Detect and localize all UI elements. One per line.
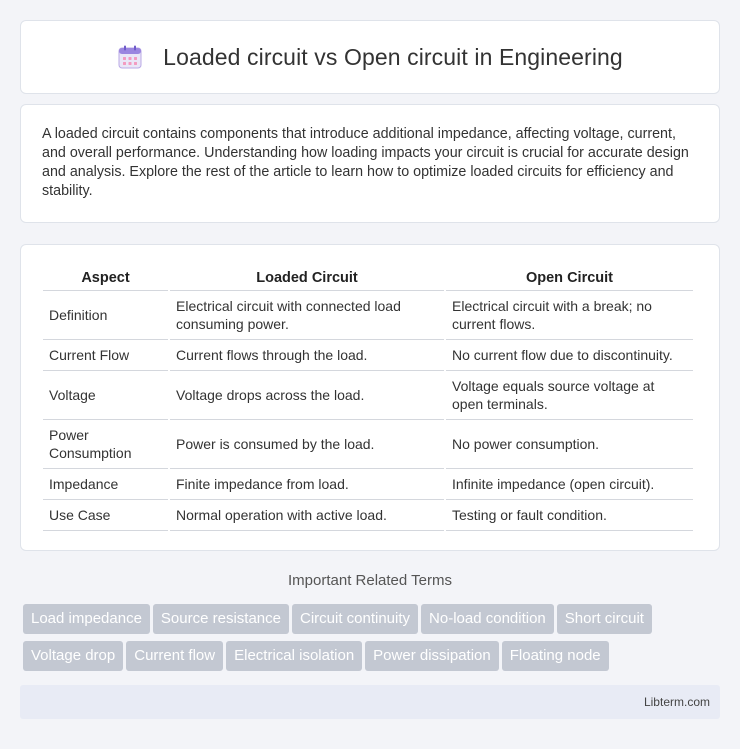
intro-card bbox=[20, 104, 720, 223]
term-tag[interactable]: Power dissipation bbox=[365, 641, 499, 671]
row-aspect: Use Case bbox=[43, 500, 168, 531]
page-title: Loaded circuit vs Open circuit in Engineering bbox=[163, 43, 623, 70]
header-loaded-circuit: Loaded Circuit bbox=[170, 265, 444, 291]
table-header-row bbox=[43, 265, 693, 291]
row-loaded: Electrical circuit with connected load consuming power. bbox=[170, 291, 444, 340]
term-tag[interactable]: Electrical isolation bbox=[226, 641, 362, 671]
header-aspect: Aspect bbox=[43, 265, 168, 291]
row-open: Voltage equals source voltage at open terminals. bbox=[446, 371, 693, 420]
table-row bbox=[43, 420, 693, 469]
table-row bbox=[43, 340, 693, 371]
table-row bbox=[43, 371, 693, 420]
row-aspect: Power Consumption bbox=[43, 420, 168, 469]
header-open-circuit: Open Circuit bbox=[446, 265, 693, 291]
row-loaded: Voltage drops across the load. bbox=[170, 371, 444, 420]
row-loaded: Power is consumed by the load. bbox=[170, 420, 444, 469]
related-terms-list bbox=[23, 604, 723, 678]
row-open: Infinite impedance (open circuit). bbox=[446, 469, 693, 500]
row-loaded: Normal operation with active load. bbox=[170, 500, 444, 531]
term-tag[interactable]: Current flow bbox=[126, 641, 223, 671]
term-tag[interactable]: Source resistance bbox=[153, 604, 289, 634]
table-row bbox=[43, 291, 693, 340]
term-tag[interactable]: Load impedance bbox=[23, 604, 150, 634]
footer-brand-link[interactable]: Libterm.com bbox=[643, 695, 710, 709]
title-card bbox=[20, 20, 720, 94]
table-row bbox=[43, 469, 693, 500]
term-tag[interactable]: Circuit continuity bbox=[292, 604, 418, 634]
row-aspect: Impedance bbox=[43, 469, 168, 500]
related-terms-heading: Important Related Terms bbox=[288, 572, 452, 589]
intro-paragraph: A loaded circuit contains components that introduce additional impedance, affecting voltage, current, and overall performance. Understanding how loading impacts your circuit is crucial for accurate design and analysis. Explore the rest of the article to learn how to optimize loaded circuits for efficiency and stability. bbox=[42, 126, 689, 199]
term-tag[interactable]: Floating node bbox=[502, 641, 609, 671]
row-loaded: Current flows through the load. bbox=[170, 340, 444, 371]
row-aspect: Voltage bbox=[43, 371, 168, 420]
row-open: No power consumption. bbox=[446, 420, 693, 469]
footer bbox=[20, 685, 720, 719]
calendar-icon bbox=[117, 44, 143, 70]
row-aspect: Definition bbox=[43, 291, 168, 340]
row-open: Electrical circuit with a break; no current flows. bbox=[446, 291, 693, 340]
row-open: Testing or fault condition. bbox=[446, 500, 693, 531]
row-aspect: Current Flow bbox=[43, 340, 168, 371]
term-tag[interactable]: Short circuit bbox=[557, 604, 652, 634]
comparison-card bbox=[20, 244, 720, 551]
table-row bbox=[43, 500, 693, 531]
row-open: No current flow due to discontinuity. bbox=[446, 340, 693, 371]
comparison-table bbox=[41, 265, 695, 531]
row-loaded: Finite impedance from load. bbox=[170, 469, 444, 500]
term-tag[interactable]: No-load condition bbox=[421, 604, 554, 634]
term-tag[interactable]: Voltage drop bbox=[23, 641, 123, 671]
